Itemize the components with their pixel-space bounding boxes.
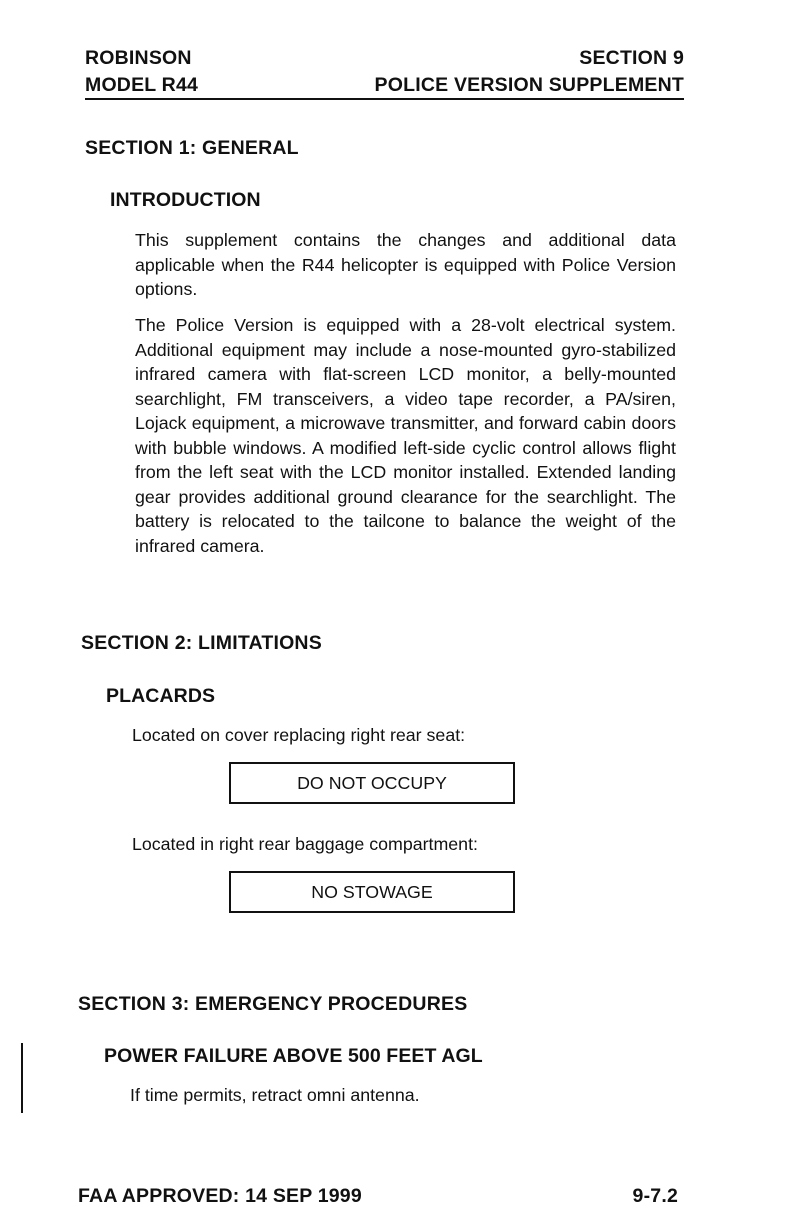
section3-title: SECTION 3: EMERGENCY PROCEDURES bbox=[78, 993, 468, 1015]
section2-title: SECTION 2: LIMITATIONS bbox=[81, 632, 322, 654]
section1-title: SECTION 1: GENERAL bbox=[85, 137, 299, 159]
section1-subtitle: INTRODUCTION bbox=[110, 189, 261, 211]
header-model: MODEL R44 bbox=[85, 74, 199, 96]
placard-do-not-occupy bbox=[229, 762, 515, 804]
revision-change-bar bbox=[21, 1043, 23, 1113]
section2-subtitle: PLACARDS bbox=[106, 685, 216, 707]
header-rule bbox=[85, 98, 684, 100]
footer-approval: FAA APPROVED: 14 SEP 1999 bbox=[78, 1185, 362, 1207]
intro-paragraph-1: This supplement contains the changes and additional data applicable when the R44 helicopter is equipped with Police Version options. bbox=[135, 230, 676, 299]
intro-paragraph-2: The Police Version is equipped with a 28-volt electrical system. Additional equipment may include a nose-mounted gyro-stabilized infrared camera with flat-screen LCD monitor, a belly-mounted searchlight, FM transceivers, a video tape recorder, a PA/siren, Lojack equipment, a microwave transmitter, and forward cabin doors with bubble windows. A modified left-side cyclic control allows flight from the left seat with the LCD monitor installed. Extended landing gear provides additional ground clearance for the searchlight. The battery is relocated to the tailcone to balance the weight of the infrared camera. bbox=[135, 315, 676, 556]
section3-text: If time permits, retract omni antenna. bbox=[130, 1085, 420, 1105]
header-supplement: POLICE VERSION SUPPLEMENT bbox=[374, 74, 684, 96]
placard1-text: DO NOT OCCUPY bbox=[297, 772, 447, 793]
header-company: ROBINSON bbox=[85, 47, 192, 69]
placard1-location: Located on cover replacing right rear seat: bbox=[132, 725, 466, 745]
placard-no-stowage bbox=[229, 871, 515, 913]
header-section: SECTION 9 bbox=[579, 47, 684, 69]
footer-page-number: 9-7.2 bbox=[632, 1185, 678, 1207]
placard2-text: NO STOWAGE bbox=[311, 881, 433, 902]
placard2-location: Located in right rear baggage compartment: bbox=[132, 834, 478, 854]
section3-subtitle: POWER FAILURE ABOVE 500 FEET AGL bbox=[104, 1045, 483, 1067]
